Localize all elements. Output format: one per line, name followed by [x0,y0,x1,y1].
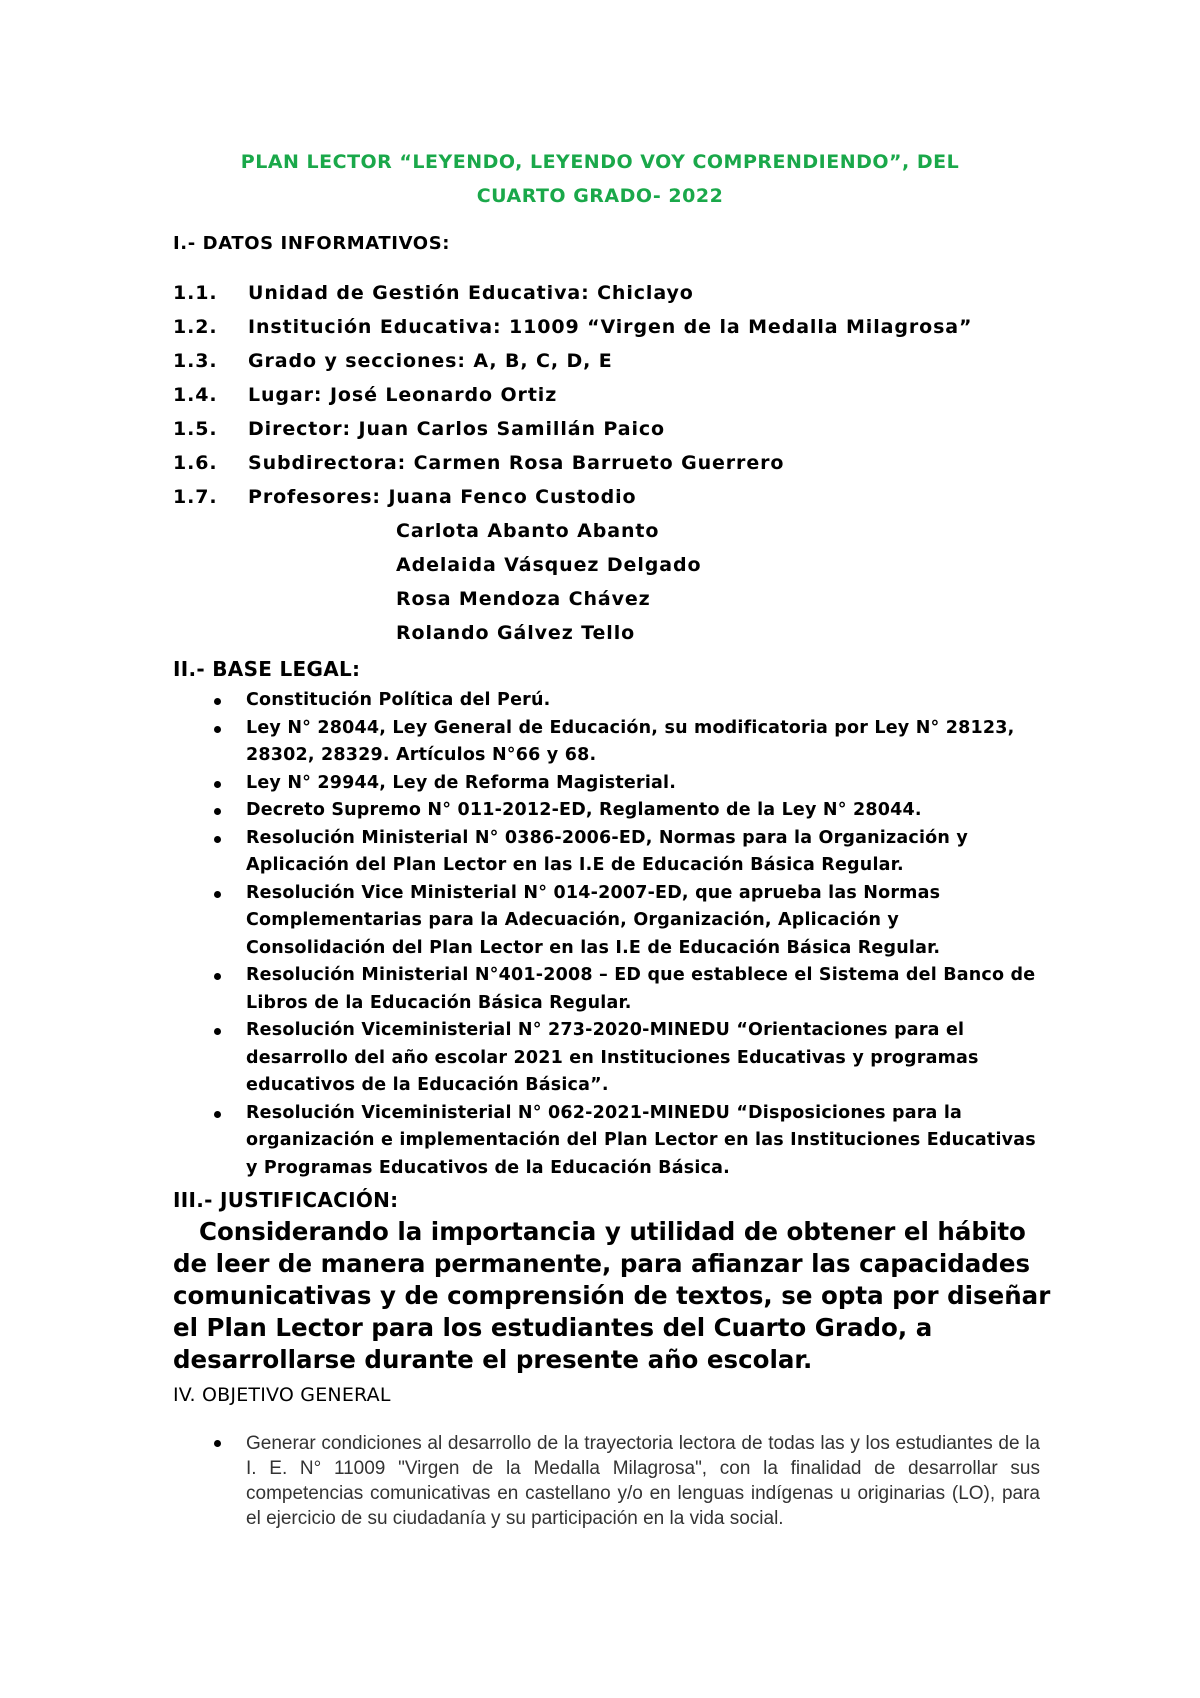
list-item-text: Decreto Supremo N° 011-2012-ED, Reglamento de la Ley N° 28044. [246,800,922,820]
list-item [210,687,1040,715]
bullet-icon [214,1440,221,1447]
datos-item [173,486,636,508]
list-item-text: Resolución Vice Ministerial N° 014-2007-ED, que aprueba las Normas Complementarias para la Adecuación, Organización, Aplicación y Consolidación del Plan Lector en las I.E de Educación Básica Regular. [246,882,941,958]
list-item [210,715,1040,770]
datos-item-text: Grado y secciones: A, B, C, D, E [248,350,613,372]
datos-item [173,384,557,406]
bullet-icon [214,781,221,788]
datos-item-number: 1.6. [173,452,218,474]
datos-item-text: Unidad de Gestión Educativa: Chiclayo [248,282,694,304]
list-item-text: Resolución Viceministerial N° 062-2021-MINEDU “Disposiciones para la organización e implementación del Plan Lector en las Instituciones Educativas y Programas Educativos de la Educación Básica. [246,1102,1036,1178]
list-item [210,770,1040,798]
teacher-name: Rosa Mendoza Chávez [396,588,651,610]
base-legal-list [210,687,1040,1182]
datos-item [173,282,694,304]
datos-item-text: Director: Juan Carlos Samillán Paico [248,418,665,440]
section-heading-base-legal: II.- BASE LEGAL: [173,657,361,681]
bullet-icon [214,698,221,705]
list-item-text: Ley N° 29944, Ley de Reforma Magisterial. [246,772,677,793]
list-item [210,1431,1040,1531]
datos-item-number: 1.3. [173,350,218,372]
list-item [210,962,1040,1017]
bullet-icon [214,726,221,733]
datos-item [173,316,972,338]
teacher-name: Carlota Abanto Abanto [396,520,660,542]
datos-item-number: 1.2. [173,316,218,338]
list-item-text: Ley N° 28044, Ley General de Educación, su modificatoria por Ley N° 28123, 28302, 28329. Artículos N°66 y 68. [246,717,1015,765]
list-item [210,880,1040,963]
list-item-text: Generar condiciones al desarrollo de la trayectoria lectora de todas las y los estudiantes de la I. E. N° 11009 "Virgen de la Medalla Milagrosa", con la finalidad de desarrollar sus competencias comunicativas en castellano y/o en lenguas indígenas u originarias (LO), para el ejercicio de su ciudadanía y su participación en la vida social. [246,1433,1040,1529]
datos-item [173,350,613,372]
list-item-text: Resolución Ministerial N° 0386-2006-ED, Normas para la Organización y Aplicación del Plan Lector en las I.E de Educación Básica Regular. [246,827,968,875]
bullet-icon [214,973,221,980]
bullet-icon [214,1028,221,1035]
datos-item [173,418,665,440]
teacher-name: Adelaida Vásquez Delgado [396,554,702,576]
datos-item-number: 1.5. [173,418,218,440]
justificacion-paragraph: Considerando la importancia y utilidad de obtener el hábito de leer de manera permanente, para afianzar las capacidades comunicativas y de comprensión de textos, se opta por diseñar el Plan Lector para los estudiantes del Cuarto Grado, a desarrollarse durante el presente año escolar. [173,1217,1051,1374]
datos-item [173,452,784,474]
list-item-text: Resolución Viceministerial N° 273-2020-MINEDU “Orientaciones para el desarrollo del año escolar 2021 en Instituciones Educativas y programas educativos de la Educación Básica”. [246,1020,979,1095]
section-heading-datos: I.- DATOS INFORMATIVOS: [173,233,451,254]
datos-item-number: 1.1. [173,282,218,304]
datos-item-text: Lugar: José Leonardo Ortiz [248,384,558,406]
section-heading-justificacion: III.- JUSTIFICACIÓN: [173,1188,399,1212]
bullet-icon [214,836,221,843]
document-title-line-2: CUARTO GRADO- 2022 [476,185,724,207]
list-item [210,1100,1040,1183]
bullet-icon [214,891,221,898]
list-item [210,797,1040,825]
teacher-name: Rolando Gálvez Tello [396,622,636,644]
bullet-icon [214,1111,221,1118]
list-item-text: Constitución Política del Perú. [246,690,551,710]
list-item [210,825,1040,880]
datos-item-text: Profesores: Juana Fenco Custodio [248,486,637,508]
objetivo-list [210,1431,1040,1531]
datos-item-number: 1.7. [173,486,218,508]
list-item [210,1017,1040,1100]
datos-item-text: Institución Educativa: 11009 “Virgen de la Medalla Milagrosa” [248,316,973,338]
document-title-line-1: PLAN LECTOR “LEYENDO, LEYENDO VOY COMPRENDIENDO”, DEL [240,151,960,173]
list-item-text: Resolución Ministerial N°401-2008 – ED que establece el Sistema del Banco de Libros de la Educación Básica Regular. [246,965,1036,1013]
bullet-icon [214,808,221,815]
datos-item-text: Subdirectora: Carmen Rosa Barrueto Guerrero [248,452,785,474]
section-heading-objetivo: IV. OBJETIVO GENERAL [173,1384,391,1406]
datos-item-number: 1.4. [173,384,218,406]
